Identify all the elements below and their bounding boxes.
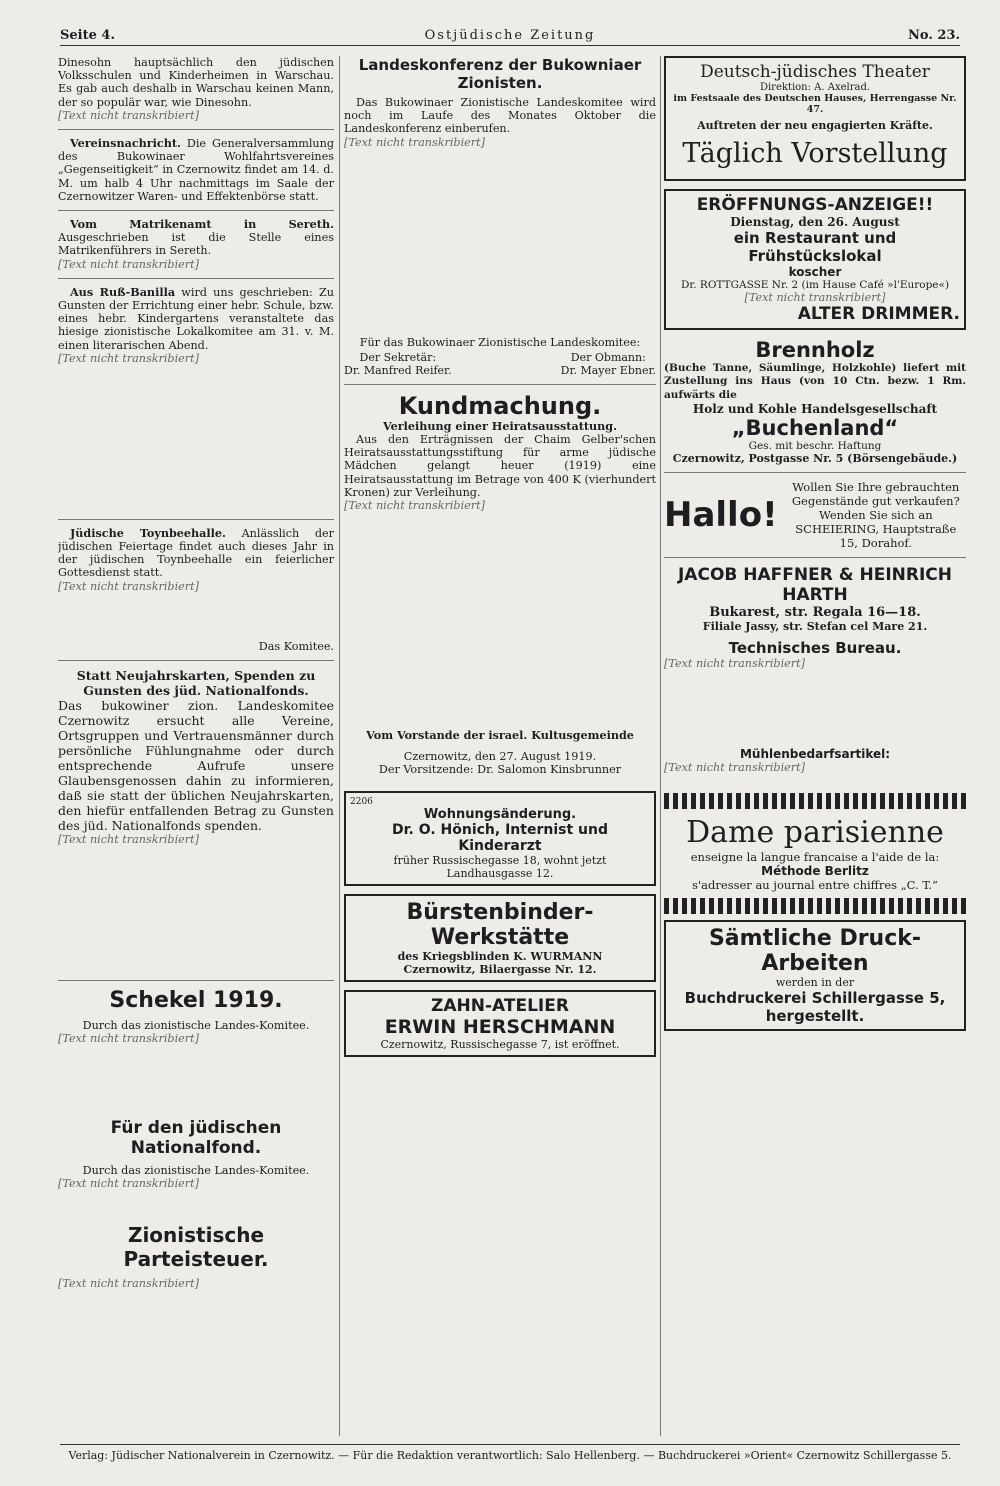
ad-method: Méthode Berlitz xyxy=(761,863,869,878)
ad-name: „Buchenland“ xyxy=(731,415,899,440)
ad-text: werden in der xyxy=(775,975,855,989)
article-text: wird uns geschrieben: Zu Gunsten der Errichtung einer hebr. Schule, bzw. eines hebr. Kindergartens veranstaltete das hiesige zionistische Lokalkomitee am 31. v. M. einen literarischen Abend. xyxy=(58,285,334,352)
ad-line: Auftreten der neu engagierten Kräfte. xyxy=(697,119,933,132)
headline: Statt Neujahrskarten, Spenden zu Gunsten des jüd. Nationalfonds. xyxy=(76,667,316,698)
subheading: Durch das zionistische Landes-Komitee. xyxy=(82,1164,310,1178)
placeholder-text: [Text nicht transkribiert] xyxy=(58,1032,199,1046)
ad-address: Dr. ROTTGASSE Nr. 2 (im Hause Café »l'Europe«) xyxy=(680,279,950,291)
ad-text: enseigne la langue francaise a l'aide de la: xyxy=(690,849,940,864)
column-left xyxy=(58,56,334,1436)
issue-number: No. 23. xyxy=(908,28,960,43)
role-label: Der Obmann: xyxy=(570,350,646,364)
ad-brennholz xyxy=(664,338,966,465)
placeholder-text: [Text nicht transkribiert] xyxy=(344,499,485,513)
headline: Für den jüdischen Nationalfond. xyxy=(110,1118,282,1159)
ad-text: Wollen Sie Ihre gebrauchten Gegenstände gut verkaufen? xyxy=(791,479,960,508)
article-text: Ausgeschrieben ist die Stelle eines Matrikenführers in Sereth. xyxy=(58,231,334,258)
subheading: Verleihung einer Heiratsausstattung. xyxy=(382,418,618,433)
ad-owner: des Kriegsblinden K. WURMANN xyxy=(397,949,603,963)
headline: Jüdische Toynbeehalle. xyxy=(70,525,226,540)
ad-number: 2206 xyxy=(350,796,373,807)
ad-wurmann xyxy=(344,894,656,982)
ad-herschmann xyxy=(344,990,656,1057)
ad-branch: Filiale Jassy, str. Stefan cel Mare 21. xyxy=(702,619,928,633)
subheading: Durch das zionistische Landes-Komitee. xyxy=(82,1018,310,1032)
article-text: Anlässlich der jüdischen Feiertage findet auch dieses Jahr in der jüdischen Toynbeehalle ein feierlicher Gottesdienst statt. xyxy=(58,526,334,580)
ad-title: Hallo! xyxy=(664,494,778,535)
ad-company: Holz und Kohle Handelsgesellschaft xyxy=(692,401,938,416)
placeholder-text: [Text nicht transkribiert] xyxy=(58,1277,199,1291)
ad-title: ZAHN-ATELIER xyxy=(431,995,569,1016)
ad-title: Deutsch-jüdisches Theater xyxy=(700,62,930,82)
ad-haffner xyxy=(664,565,966,787)
ad-druck xyxy=(664,920,966,1031)
signature: Das Komitee. xyxy=(258,639,334,653)
ad-address: Czernowitz, Bilaergasse Nr. 12. xyxy=(403,962,597,976)
ad-hoenich xyxy=(344,791,656,886)
newspaper-title: Ostjüdische Zeitung xyxy=(424,28,596,43)
ad-address: Wenden Sie sich an SCHEIERING, Hauptstraße 15, Dorahof. xyxy=(795,507,957,550)
headline: Aus Ruß-Banilla xyxy=(70,284,176,299)
placeholder-text: [Text nicht transkribiert] xyxy=(344,135,485,149)
date-line: Czernowitz, den 27. August 1919. xyxy=(403,750,597,764)
chairman: Der Vorsitzende: Dr. Salomon Kinsbrunner xyxy=(378,763,622,777)
placeholder-text: [Text nicht transkribiert] xyxy=(58,257,199,271)
placeholder-text: [Text nicht transkribiert] xyxy=(58,351,199,365)
headline: Schekel 1919. xyxy=(109,987,283,1013)
column-middle xyxy=(344,56,656,1436)
ad-headline: Täglich Vorstellung xyxy=(682,138,948,169)
article-text: Das bukowiner zion. Landeskomitee Czernowitz ersucht alle Vereine, Ortsgruppen und Vertrauensmänner durch persönliche Fühlungnahme oder durch entsprechende Aufrufe unsere Glaubensgenossen dahin zu informieren, daß sie statt der üblichen Neujahrskarten, den hiefür entfallenden Betrag zu Gunsten des jüd. Nationalfonds spenden. xyxy=(58,697,334,833)
ad-title: Dame parisienne xyxy=(686,814,944,850)
ad-kosher: koscher xyxy=(788,265,842,279)
ad-legal: Ges. mit beschr. Haftung xyxy=(748,439,882,452)
ad-title: Bürstenbinder-Werkstätte xyxy=(406,899,594,950)
placeholder-text: [Text nicht transkribiert] xyxy=(664,760,805,774)
ad-date: Dienstag, den 26. August xyxy=(730,215,900,229)
role-label: Der Sekretär: xyxy=(359,350,437,364)
article-text: Aus den Erträgnissen der Chaim Gelber'schen Heiratsausstattungsstiftung für arme jüdische Mädchen gelangt heuer (1919) eine Heiratsausstattung im Betrage von 400 K (vierhundert Kronen) zur Verleihung. xyxy=(344,433,656,499)
article-text: Die Generalversammlung des Bukowinaer Wohlfahrtsvereines „Gegenseitigkeit“ in Czernowitz findet am 14. d. M. um halb 4 Uhr nachmittags im Saale der Czernowitzer Waren- und Effektenbörse statt. xyxy=(58,137,334,203)
ad-address: Bukarest, str. Regala 16—18. xyxy=(709,604,921,620)
ornament-band xyxy=(664,793,966,809)
placeholder-text: [Text nicht transkribiert] xyxy=(58,1177,199,1191)
signatory-name: Dr. Mayer Ebner. xyxy=(560,363,656,377)
ad-address: Buchdruckerei Schillergasse 5, hergestellt. xyxy=(684,988,946,1025)
issuer: Vom Vorstande der israel. Kultusgemeinde xyxy=(366,728,634,743)
article-text: Das Bukowinaer Zionistische Landeskomitee wird noch im Laufe des Monates Oktober die Landeskonferenz einberufen. xyxy=(344,96,656,136)
page-header xyxy=(60,26,960,46)
placeholder-text: [Text nicht transkribiert] xyxy=(58,832,199,846)
signatory-name: Dr. Manfred Reifer. xyxy=(344,363,452,377)
ad-address: früher Russischegasse 18, wohnt jetzt Landhausgasse 12. xyxy=(393,853,607,880)
ad-subtitle: Technisches Bureau. xyxy=(728,638,902,657)
ad-title: Brennholz xyxy=(755,338,875,363)
column-right xyxy=(664,56,966,1436)
column-rule xyxy=(339,56,340,1436)
ornament-band xyxy=(664,898,966,914)
headline: Landeskonferenz der Bukowniaer Zionisten. xyxy=(358,56,642,92)
ad-title: JACOB HAFFNER & HEINRICH HARTH xyxy=(677,564,952,605)
column-rule xyxy=(660,56,661,1436)
headline: Vereinsnachricht. xyxy=(70,136,181,151)
page-number: Seite 4. xyxy=(60,28,115,43)
signatory-line: Für das Bukowinaer Zionistische Landeskomitee: xyxy=(359,335,641,349)
ad-line: ein Restaurant und Frühstückslokal xyxy=(733,229,897,265)
placeholder-text: [Text nicht transkribiert] xyxy=(58,579,199,593)
ad-hallo xyxy=(664,480,966,550)
placeholder-text: [Text nicht transkribiert] xyxy=(664,656,805,670)
page-footer: Verlag: Jüdischer Nationalverein in Czernowitz. — Für die Redaktion verantwortlich: Salo Hellenberg. — Buchdruckerei »Orient« Czernowitz Schillergasse 5. xyxy=(60,1444,960,1462)
placeholder-text: [Text nicht transkribiert] xyxy=(58,108,199,122)
ad-title: Wohnungsänderung. xyxy=(423,806,577,822)
ad-title: ERÖFFNUNGS-ANZEIGE!! xyxy=(696,195,934,215)
headline: Kundmachung. xyxy=(398,391,602,420)
ad-address: Czernowitz, Postgasse Nr. 5 (Börsengebäude.) xyxy=(672,451,958,465)
ad-name: ERWIN HERSCHMANN xyxy=(384,1015,616,1038)
ad-title: Sämtliche Druck-Arbeiten xyxy=(708,925,922,976)
ad-theater xyxy=(664,56,966,181)
ad-text: (Buche Tanne, Säumlinge, Holzkohle) liefert mit Zustellung ins Haus (von 10 Ctn. bezw. 1 Rm. aufwärts die xyxy=(664,362,966,401)
ad-address: Czernowitz, Russischegasse 7, ist eröffnet. xyxy=(380,1037,620,1051)
ad-restaurant xyxy=(664,189,966,330)
ad-dame xyxy=(664,815,966,892)
ad-address: s'adresser au journal entre chiffres „C. T.“ xyxy=(692,877,938,892)
ad-direction: Direktion: A. Axelrad. xyxy=(759,82,871,93)
headline: Zionistische Parteisteuer. xyxy=(123,1223,269,1272)
article-continued: Dinesohn hauptsächlich den jüdischen Volksschulen und Kinderheimen in Warschau. Es gab auch deshalb in Warschau keinen Mann, der so populär war, wie Dinesohn. xyxy=(58,56,334,109)
headline: Vom Matrikenamt in Sereth. xyxy=(70,217,334,232)
ad-subtitle: Mühlenbedarfsartikel: xyxy=(739,746,891,761)
ad-owner: ALTER DRIMMER. xyxy=(797,304,960,325)
ad-address: im Festsaale des Deutschen Hauses, Herrengasse Nr. 47. xyxy=(673,93,957,115)
ad-name: Dr. O. Hönich, Internist und Kinderarzt xyxy=(392,821,608,854)
placeholder-text: [Text nicht transkribiert] xyxy=(744,291,886,304)
